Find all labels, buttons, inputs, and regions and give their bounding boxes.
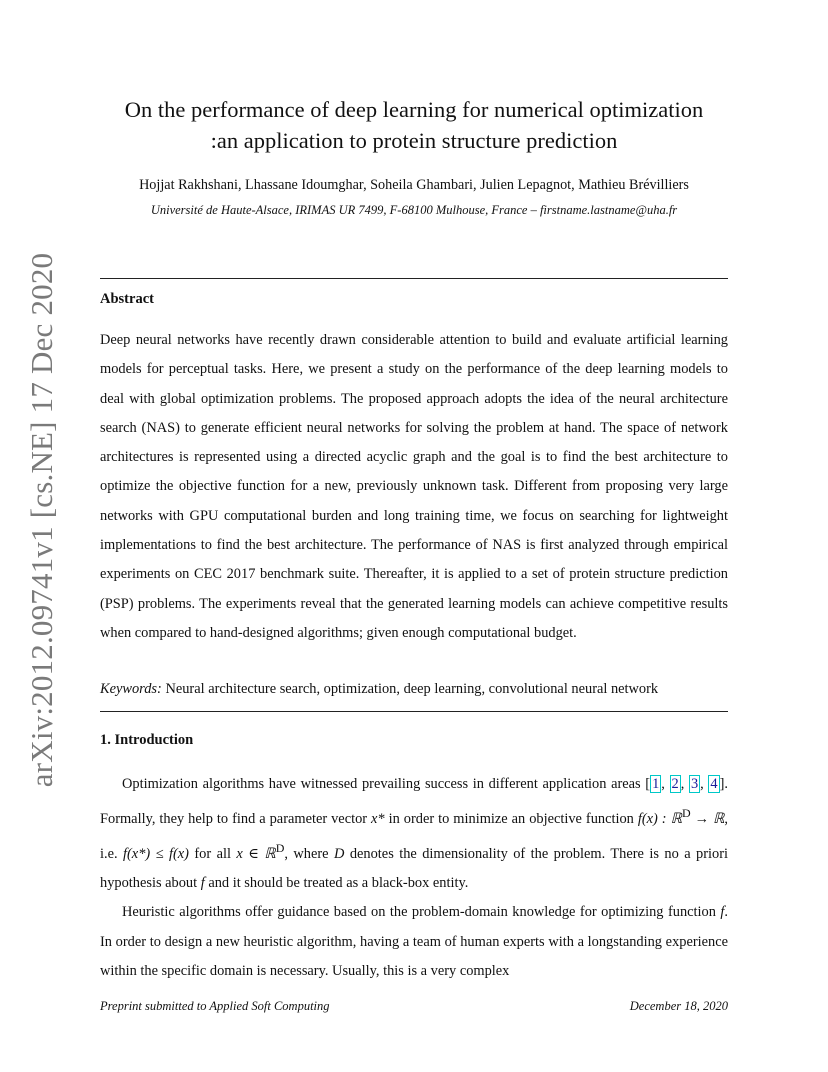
keywords-text: Neural architecture search, optimization, deep learning, convolutional neural network — [165, 681, 659, 697]
abstract-heading: Abstract — [100, 291, 154, 307]
math-mapping: f(x) : ℝ — [637, 811, 682, 827]
introduction-body — [100, 770, 728, 986]
arxiv-identifier: arXiv:2012.09741v1 [cs.NE] 17 Dec 2020 — [24, 252, 59, 788]
citation-link[interactable]: 1 — [652, 776, 660, 792]
abstract-text: Deep neural networks have recently drawn considerable attention to build and evaluate artificial learning models for perceptual tasks. Here, we present a study on the performance of the deep learning models to deal with global optimization problems. The proposed approach adopts the idea of the neural architecture search (NAS) to generate efficient neural networks for solving the problem at hand. The space of network architectures is represented using a directed acyclic graph and the goal is to find the best architecture to optimize the objective function for a new, previously unknown task. Different from proposing very large networks with GPU computational burden and long training time, we focus on searching for lightweight implementations to find the best architecture. The performance of NAS is first analyzed through empirical experiments on CEC 2017 benchmark suite. Thereafter, it is applied to a set of protein structure prediction (PSP) problems. The experiments reveal that the generated learning models can achieve competitive results when compared to hand-designed algorithms; given enough computational budget. — [100, 332, 728, 641]
affiliation: Université de Haute-Alsace, IRIMAS UR 7499, F-68100 Mulhouse, France – firstname.lastname@uha.fr — [150, 203, 678, 217]
citation-link[interactable]: 2 — [671, 776, 679, 792]
keywords-line — [100, 678, 728, 700]
math-inequality: f(x*) ≤ f(x) — [123, 846, 189, 862]
author-list: Hojjat Rakhshani, Lhassane Idoumghar, Soheila Ghambari, Julien Lepagnot, Mathieu Brévilliers — [139, 177, 689, 193]
math-forall: x ∈ ℝ — [236, 846, 276, 862]
citation-link[interactable]: 3 — [690, 776, 699, 792]
abstract-top-rule — [100, 278, 728, 279]
keywords-label: Keywords: — [100, 681, 162, 697]
abstract-bottom-rule — [100, 711, 728, 712]
citation-link[interactable]: 4 — [710, 776, 718, 792]
paper-title — [100, 94, 728, 156]
intro-paragraph-1: Optimization algorithms have witnessed prevailing success in different application areas [ 1 , 2 , 3 , 4 ]. Formally, they help to find a parameter vector x* in order to minimize an objective function f(x) : ℝ$^D$ → ℝ, i.e. f(x*) ≤ f(x) for all x ∈ ℝ$^D$, where D denotes the dimensionality of the problem. There is no a priori hypothesis about f and it should be treated as a black-box entity. — [100, 776, 729, 892]
section-heading-introduction: 1. Introduction — [100, 732, 194, 748]
title-line-1: On the performance of deep learning for numerical optimization — [124, 97, 704, 122]
math-x-star: x* — [371, 811, 385, 827]
footer-preprint-note: Preprint submitted to Applied Soft Computing — [100, 999, 330, 1013]
title-line-2: :an application to protein structure prediction — [210, 128, 618, 153]
footer-date: December 18, 2020 — [629, 999, 728, 1013]
intro-paragraph-2: Heuristic algorithms offer guidance based on the problem-domain knowledge for optimizing function f. In order to design a new heuristic algorithm, having a team of human experts with a longstanding experience within the specific domain is necessary. Usually, this is a very complex — [100, 904, 728, 979]
